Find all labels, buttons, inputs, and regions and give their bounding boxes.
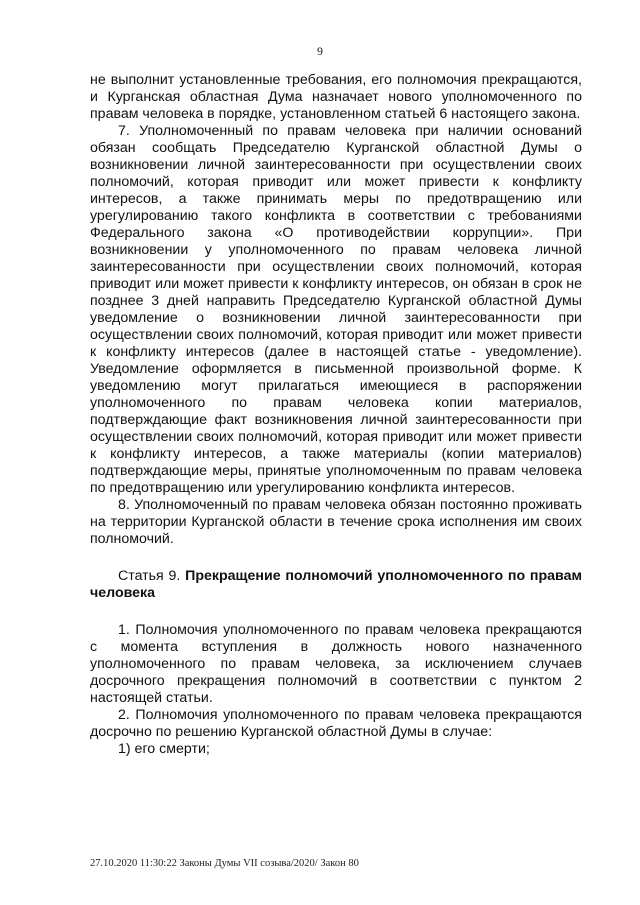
paragraph-article9-item-2: 2. Полномочия уполномоченного по правам человека прекращаются досрочно по решению Курганской областной Думы в случае: — [90, 707, 582, 740]
page-number: 9 — [317, 44, 323, 58]
document-body — [90, 72, 582, 758]
paragraph-article9-item-1: 1. Полномочия уполномоченного по правам человека прекращаются с момента вступления в должность нового назначенного уполномоченного по правам человека, за исключением случаев досрочного прекращения полномочий в соответствии с пунктом 2 настоящей статьи. — [90, 622, 582, 706]
footer-stamp: 27.10.2020 11:30:22 Законы Думы VII созыва/2020/ Закон 80 — [90, 858, 359, 869]
paragraph-article9-subitem-1: 1) его смерти; — [118, 741, 210, 757]
paragraph-item-7: 7. Уполномоченный по правам человека при наличии оснований обязан сообщать Председателю Курганской областной Думы о возникновении личной заинтересованности при осуществлении своих полномочий, которая приводит или может привести к конфликту интересов, а также принимать меры по предотвращению или урегулированию такого конфликта в соответствии с требованиями Федерального закона «О противодействии коррупции». При возникновении у уполномоченного по правам человека личной заинтересованности при осуществлении своих полномочий, которая приводит или может привести к конфликту интересов, он обязан в срок не позднее 3 дней направить Председателю Курганской областной Думы уведомление о возникновении личной заинтересованности при осуществлении своих полномочий, которая приводит или может привести к конфликту интересов (далее в настоящей статье - уведомление). Уведомление оформляется в письменной произвольной форме. К уведомлению могут прилагаться имеющиеся в распоряжении уполномоченного по правам человека копии материалов, подтверждающие факт возникновения личной заинтересованности при осуществлении своих полномочий, которая приводит или может привести к конфликту интересов, а также материалы (копии материалов) подтверждающие меры, принятые уполномоченным по правам человека по предотвращению или урегулированию конфликта интересов. — [90, 123, 582, 496]
article-heading — [90, 568, 582, 602]
article-title: Прекращение полномочий уполномоченного по правам человека — [90, 568, 582, 601]
article-number: Статья 9. — [118, 568, 181, 584]
paragraph-item-8: 8. Уполномоченный по правам человека обязан постоянно проживать на территории Курганской области в течение срока исполнения им своих полномочий. — [90, 497, 582, 547]
paragraph-continuation: не выполнит установленные требования, его полномочия прекращаются, и Курганская областная Дума назначает нового уполномоченного по правам человека в порядке, установленном статьей 6 настоящего закона. — [90, 72, 582, 122]
